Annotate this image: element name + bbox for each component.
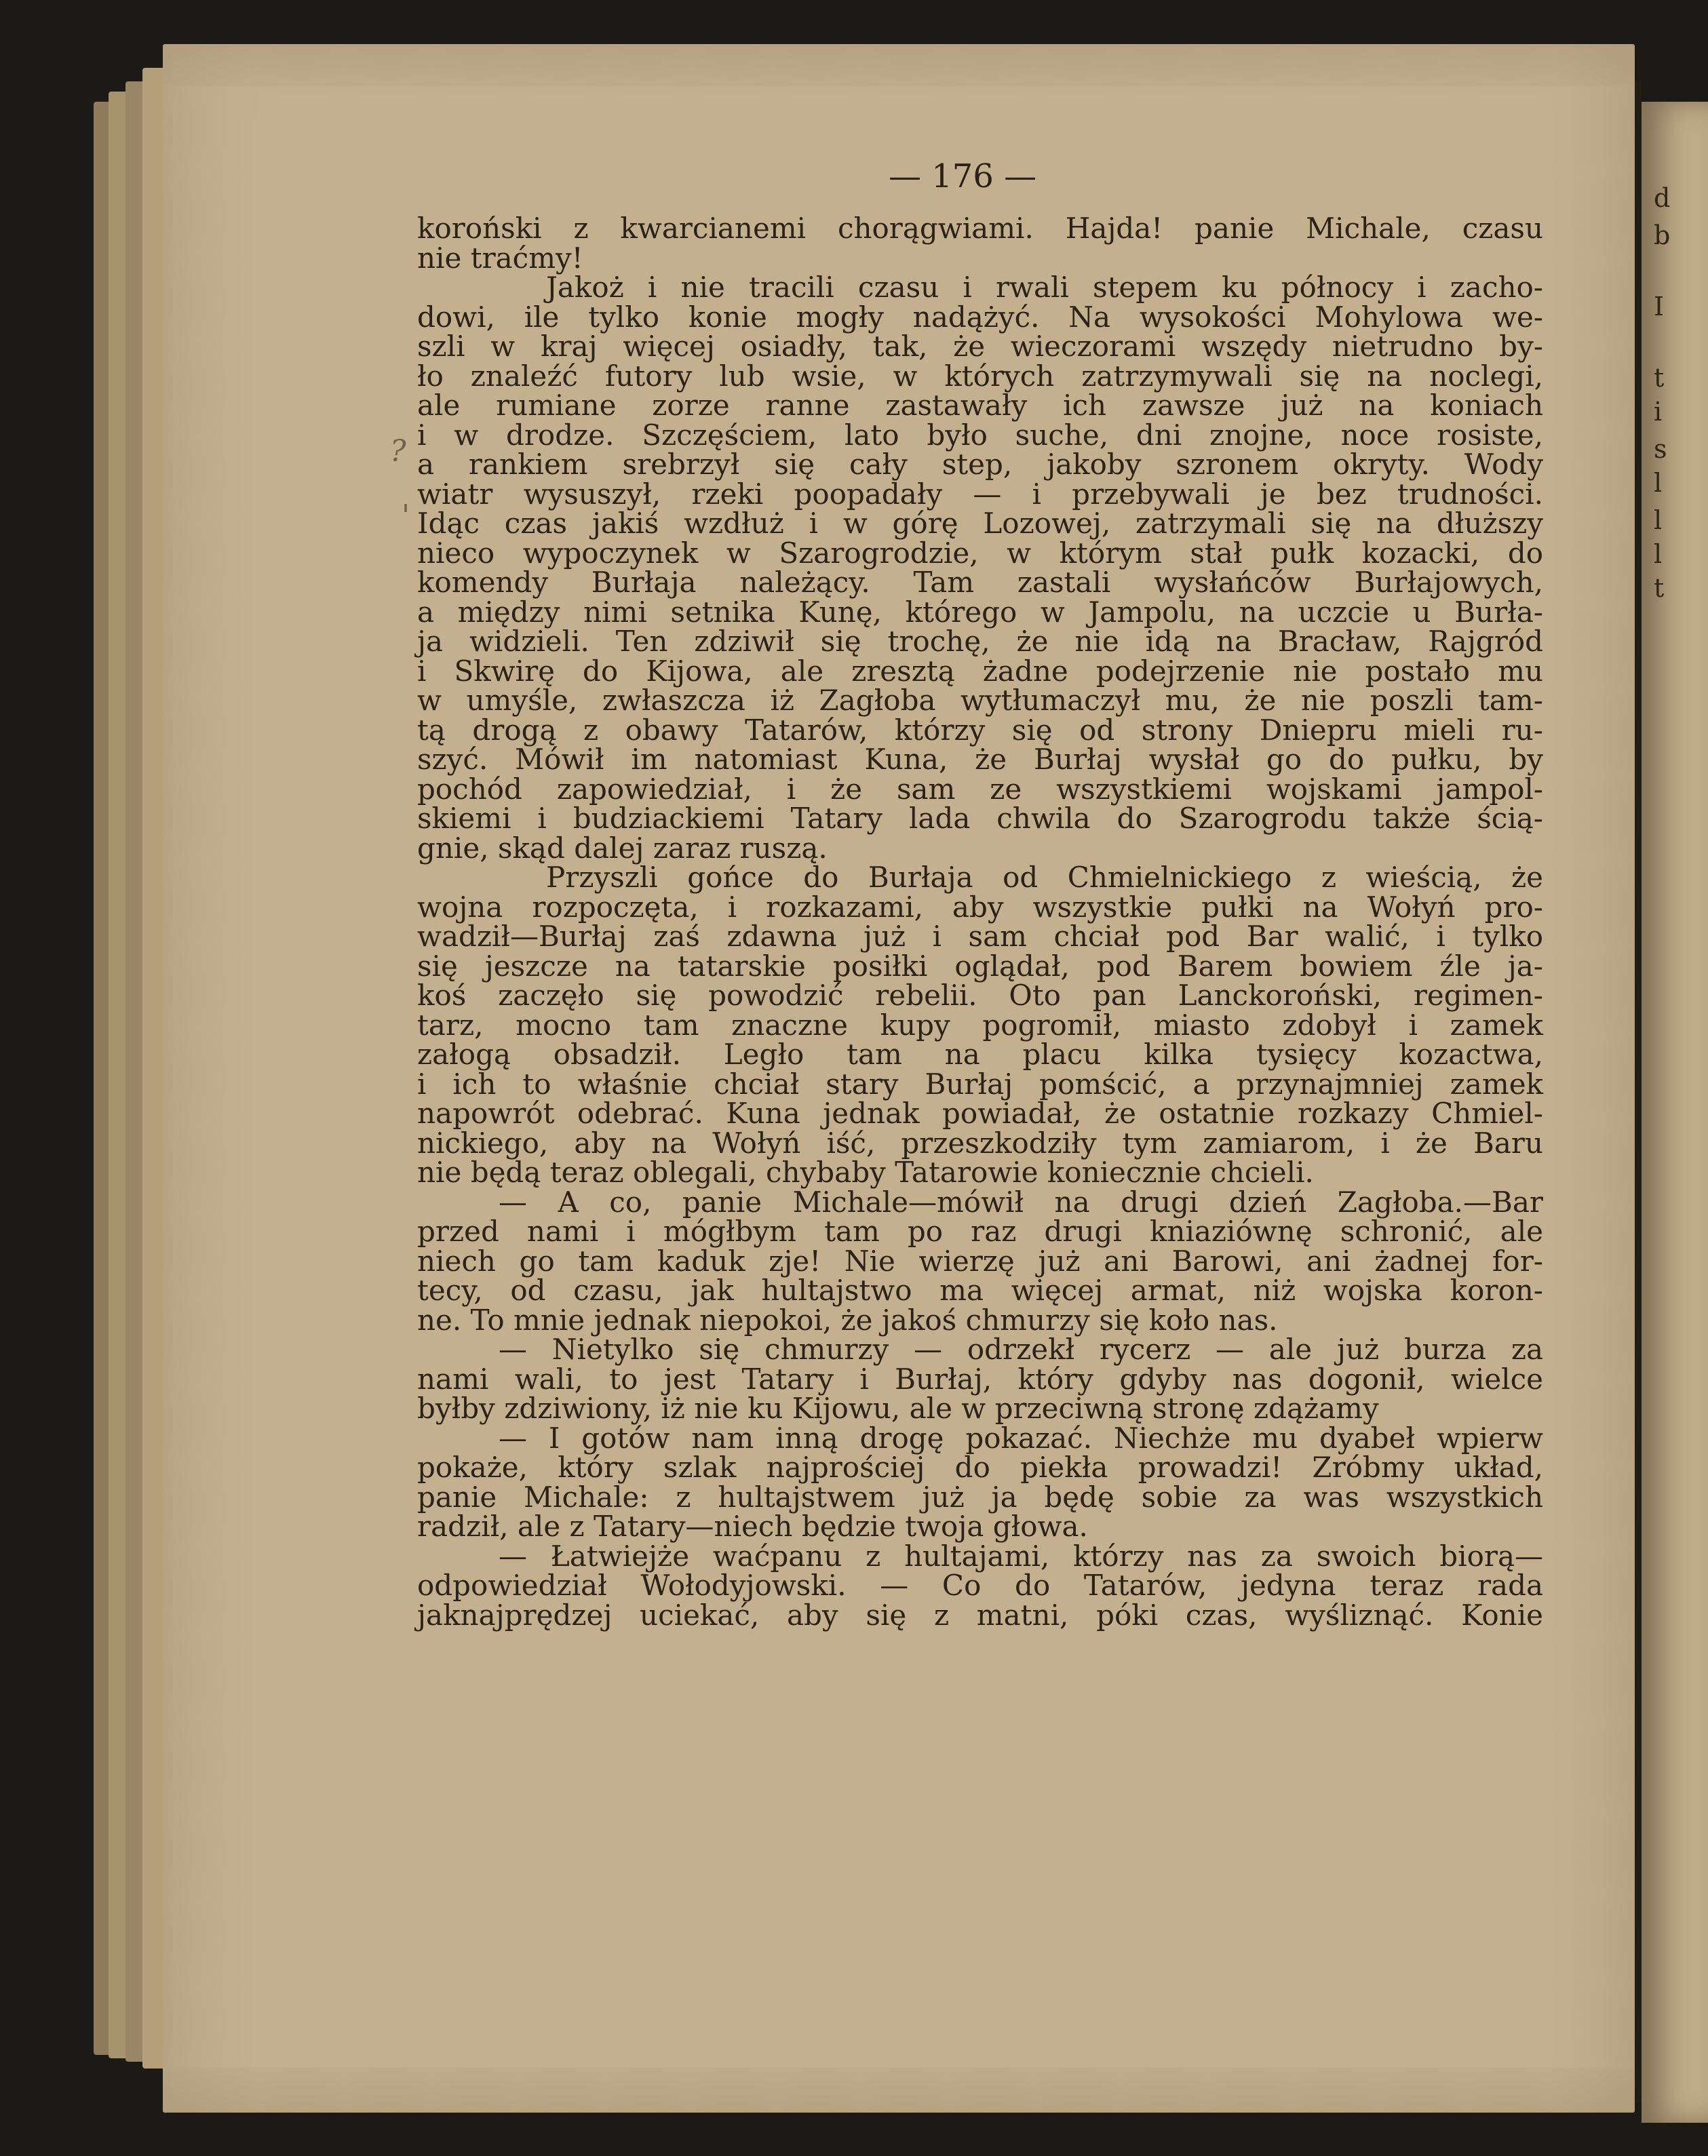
page-number: — 176 — [889,157,1037,195]
text-line: gnie, skąd dalej zaraz ruszą. [417,831,828,865]
right-page-glyph: b [1654,220,1671,250]
right-page-glyph: t [1654,363,1665,393]
text-line: przed nami i mógłbym tam po raz drugi kniaziównę schronić, ale [417,1215,1543,1248]
text-line: Przyszli gońce do Burłaja od Chmielnickiego z wieścią, że [546,861,1543,894]
text-line: wiatr wysuszył, rzeki poopadały — i przebywali je bez trudności. [417,477,1543,511]
text-line: — Łatwiejże waćpanu z hultajami, którzy nas za swoich biorą— [499,1539,1543,1573]
text-line: się jeszcze na tatarskie posiłki oglądał, pod Barem bowiem źle ja- [417,949,1543,983]
text-line: ja widzieli. Ten zdziwił się trochę, że nie idą na Bracław, Rajgród [417,625,1543,658]
right-page-glyph: s [1654,434,1667,464]
text-line: tą drogą z obawy Tatarów, którzy się od strony Dniepru mieli ru- [417,713,1543,747]
text-line: pokaże, który szlak najprościej do piekła prowadzi! Zróbmy układ, [417,1451,1543,1484]
text-line: odpowiedział Wołodyjowski. — Co do Tatarów, jedyna teraz rada [417,1569,1543,1602]
text-line: — I gotów nam inną drogę pokazać. Niechże mu dyabeł wpierw [499,1421,1543,1455]
text-line: szyć. Mówił im natomiast Kuna, że Burłaj wysłał go do pułku, by [417,743,1543,776]
page-body-text [417,214,1543,1630]
text-line: komendy Burłaja należący. Tam zastali wysłańców Burłajowych, [417,566,1543,599]
right-page-glyph: l [1654,539,1663,569]
text-line: niech go tam kaduk zje! Nie wierzę już ani Barowi, ani żadnej for- [417,1244,1543,1278]
text-line: wadził—Burłaj zaś zdawna już i sam chciał pod Bar walić, i tylko [417,920,1543,953]
text-line: w umyśle, zwłaszcza iż Zagłoba wytłumaczył mu, że nie poszli tam- [417,684,1543,717]
text-line: i ich to właśnie chciał stary Burłaj pomścić, a przynajmniej zamek [417,1067,1543,1101]
text-line: panie Michale: z hultajstwem już ja będę sobie za was wszystkich [417,1480,1543,1514]
text-line: nickiego, aby na Wołyń iść, przeszkodziły tym zamiarom, i że Baru [417,1126,1543,1160]
text-line: a między nimi setnika Kunę, którego w Jampolu, na uczcie u Burła- [417,595,1543,629]
right-page-glyph: l [1654,468,1663,498]
text-line: dowi, ile tylko konie mogły nadążyć. Na wysokości Mohylowa we- [417,300,1543,334]
text-line: i Skwirę do Kijowa, ale zresztą żadne podejrzenie nie postało mu [417,654,1543,688]
text-line: skiemi i budziackiemi Tatary lada chwila do Szarogrodu także ścią- [417,802,1543,835]
margin-question-mark: ? [390,434,406,469]
text-line: radził, ale z Tatary—niech będzie twoja głowa. [417,1510,1088,1543]
text-line: jaknajprędzej uciekać, aby się z matni, póki czas, wyśliznąć. Konie [417,1598,1543,1632]
text-line: wojna rozpoczęta, i rozkazami, aby wszystkie pułki na Wołyń pro- [417,890,1543,924]
text-line: i w drodze. Szczęściem, lato było suche, dni znojne, noce rosiste, [417,418,1543,452]
right-page-fragment [1642,102,1708,2123]
text-line: Jakoż i nie tracili czasu i rwali stepem ku północy i zacho- [546,271,1543,304]
right-page-glyph: i [1654,397,1663,427]
text-line: koroński z kwarcianemi chorągwiami. Hajda! panie Michale, czasu [417,212,1543,245]
text-line: pochód zapowiedział, i że sam ze wszystkiemi wojskami jampol- [417,772,1543,806]
text-line: — Nietylko się chmurzy — odrzekł rycerz — ale już burza za [499,1333,1543,1366]
text-line: ale rumiane zorze ranne zastawały ich zawsze już na koniach [417,389,1543,422]
text-line: nieco wypoczynek w Szarogrodzie, w którym stał pułk kozacki, do [417,536,1543,570]
margin-tick-mark: ' [402,498,410,533]
text-line: załogą obsadził. Legło tam na placu kilka tysięcy kozactwa, [417,1038,1543,1071]
text-line: a rankiem srebrzył się cały step, jakoby szronem okryty. Wody [417,448,1543,481]
text-line: — A co, panie Michale—mówił na drugi dzień Zagłoba.—Bar [499,1185,1543,1219]
text-line: nie traćmy! [417,241,583,275]
text-line: tecy, od czasu, jak hultajstwo ma więcej armat, niż wojska koron- [417,1274,1543,1307]
right-page-glyph: t [1654,573,1665,603]
text-line: tarz, mocno tam znaczne kupy pogromił, miasto zdobył i zamek [417,1008,1543,1042]
text-line: byłby zdziwiony, iż nie ku Kijowu, ale w przeciwną stronę zdążamy [417,1392,1379,1425]
text-line: ło znaleźć futory lub wsie, w których zatrzymywali się na noclegi, [417,359,1543,393]
text-line: nie będą teraz oblegali, chybaby Tatarowie koniecznie chcieli. [417,1156,1314,1189]
text-line: koś zaczęło się powodzić rebelii. Oto pan Lanckoroński, regimen- [417,979,1543,1012]
text-line: Idąc czas jakiś wzdłuż i w górę Lozowej, zatrzymali się na dłuższy [417,507,1543,540]
text-line: ne. To mnie jednak niepokoi, że jakoś chmurzy się koło nas. [417,1303,1278,1337]
right-page-glyph: d [1654,183,1671,213]
text-line: napowrót odebrać. Kuna jednak powiadał, że ostatnie rozkazy Chmiel- [417,1097,1543,1130]
text-line: szli w kraj więcej osiadły, tak, że wieczorami wszędy nietrudno by- [417,330,1543,363]
right-page-glyph: l [1654,505,1663,535]
right-page-glyph: I [1654,292,1665,321]
text-line: nami wali, to jest Tatary i Burłaj, który gdyby nas dogonił, wielce [417,1362,1543,1396]
